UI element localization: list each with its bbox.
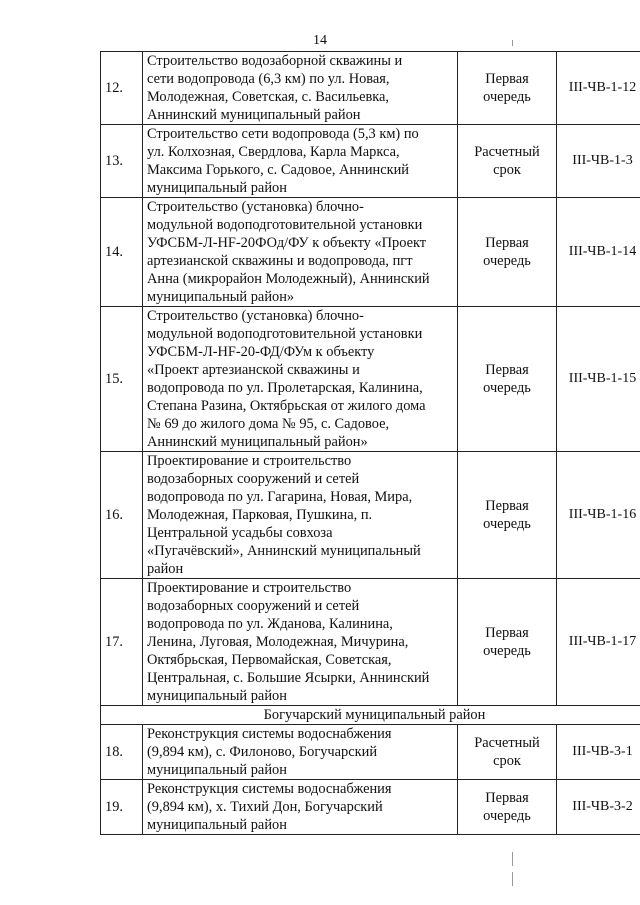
measure-name-line: модульной водоподготовительной установки — [147, 326, 423, 342]
implementation-term-line: очередь — [483, 643, 531, 659]
table-row — [101, 198, 640, 307]
implementation-term-line: срок — [493, 162, 521, 178]
measure-name-line: Строительство водозаборной скважины и — [147, 53, 403, 69]
measure-name-line: муниципальный район — [147, 817, 287, 833]
measure-code: III-ЧВ-1-12 — [557, 52, 640, 125]
implementation-term-line: очередь — [483, 89, 531, 105]
implementation-term-line: очередь — [483, 516, 531, 532]
measure-name — [143, 52, 458, 125]
implementation-term — [458, 198, 557, 307]
measure-code: III-ЧВ-1-16 — [557, 452, 640, 579]
table-row — [101, 125, 640, 198]
measures-table — [100, 51, 640, 835]
implementation-term — [458, 452, 557, 579]
row-number: 16. — [101, 452, 143, 579]
implementation-term-line: Первая — [485, 790, 529, 806]
measure-name-line: район — [147, 561, 184, 577]
measure-code: III-ЧВ-1-17 — [557, 579, 640, 706]
measure-name-line: Проектирование и строительство — [147, 453, 352, 469]
measure-name-line: ул. Колхозная, Свердлова, Карла Маркса, — [147, 144, 400, 160]
implementation-term-line: очередь — [483, 253, 531, 269]
implementation-term-line: Расчетный — [474, 144, 540, 160]
measure-name — [143, 725, 458, 780]
measure-name — [143, 198, 458, 307]
implementation-term-line: Первая — [485, 362, 529, 378]
measure-name-line: № 69 до жилого дома № 95, с. Садовое, — [147, 416, 390, 432]
measure-name-line: Реконструкция системы водоснабжения — [147, 726, 392, 742]
measure-name-line: Молодежная, Советская, с. Васильевка, — [147, 89, 390, 105]
margin-mark — [512, 40, 513, 46]
measure-name-line: водопровода по ул. Гагарина, Новая, Мира, — [147, 489, 413, 505]
table-row — [101, 52, 640, 125]
measure-name-line: УФСБМ-Л-HF-20ФОд/ФУ к объекту «Проект — [147, 235, 427, 251]
row-number: 15. — [101, 307, 143, 452]
measure-name-line: муниципальный район — [147, 688, 287, 704]
measure-name-line: водозаборных сооружений и сетей — [147, 598, 360, 614]
table-row — [101, 725, 640, 780]
measure-name — [143, 452, 458, 579]
measure-name-line: Проектирование и строительство — [147, 580, 352, 596]
measure-name-line: Строительство (установка) блочно- — [147, 199, 364, 215]
implementation-term-line: срок — [493, 753, 521, 769]
measure-name-line: «Пугачёвский», Аннинский муниципальный — [147, 543, 421, 559]
measure-name-line: муниципальный район» — [147, 289, 295, 305]
implementation-term — [458, 579, 557, 706]
measure-name-line: Максима Горького, с. Садовое, Аннинский — [147, 162, 410, 178]
implementation-term — [458, 725, 557, 780]
implementation-term — [458, 125, 557, 198]
page-number: 14 — [313, 33, 327, 48]
implementation-term-line: очередь — [483, 808, 531, 824]
measure-name-line: модульной водоподготовительной установки — [147, 217, 423, 233]
measure-name-line: (9,894 км), с. Филоново, Богучарский — [147, 744, 378, 760]
row-number: 18. — [101, 725, 143, 780]
implementation-term — [458, 780, 557, 835]
measure-code: III-ЧВ-1-14 — [557, 198, 640, 307]
measure-name-line: Степана Разина, Октябрьская от жилого дома — [147, 398, 426, 414]
measure-name-line: Центральной усадьбы совхоза — [147, 525, 333, 541]
measure-name-line: муниципальный район — [147, 762, 287, 778]
measure-name-line: Молодежная, Парковая, Пушкина, п. — [147, 507, 373, 523]
measure-name-line: «Проект артезианской скважины и — [147, 362, 360, 378]
table-row — [101, 780, 640, 835]
row-number: 19. — [101, 780, 143, 835]
measure-name-line: водопровода по ул. Жданова, Калинина, — [147, 616, 393, 632]
row-number: 17. — [101, 579, 143, 706]
measure-name-line: Строительство сети водопровода (5,3 км) по — [147, 126, 419, 142]
measure-name-line: артезианской скважины и водопровода, пгт — [147, 253, 413, 269]
implementation-term — [458, 52, 557, 125]
measure-name-line: (9,894 км), х. Тихий Дон, Богучарский — [147, 799, 383, 815]
measure-name-line: Аннинский муниципальный район — [147, 107, 361, 123]
implementation-term-line: очередь — [483, 380, 531, 396]
measure-name — [143, 780, 458, 835]
table-row — [101, 579, 640, 706]
measure-name-line: муниципальный район — [147, 180, 287, 196]
measure-code: III-ЧВ-1-3 — [557, 125, 640, 198]
measure-name-line: Реконструкция системы водоснабжения — [147, 781, 392, 797]
measure-name-line: Аннинский муниципальный район» — [147, 434, 368, 450]
implementation-term-line: Первая — [485, 625, 529, 641]
measure-name-line: Анна (микрорайон Молодежный), Аннинский — [147, 271, 430, 287]
table-body — [101, 52, 640, 835]
row-number: 13. — [101, 125, 143, 198]
implementation-term — [458, 307, 557, 452]
measure-name — [143, 125, 458, 198]
implementation-term-line: Расчетный — [474, 735, 540, 751]
section-row — [101, 706, 640, 725]
table-row — [101, 452, 640, 579]
measure-name-line: сети водопровода (6,3 км) по ул. Новая, — [147, 71, 390, 87]
implementation-term-line: Первая — [485, 71, 529, 87]
measure-name-line: Октябрьская, Первомайская, Советская, — [147, 652, 392, 668]
margin-mark — [512, 852, 513, 866]
measure-code: III-ЧВ-3-2 — [557, 780, 640, 835]
section-title: Богучарский муниципальный район — [101, 706, 640, 725]
measure-name-line: Ленина, Луговая, Молодежная, Мичурина, — [147, 634, 409, 650]
measure-name — [143, 579, 458, 706]
margin-mark — [512, 872, 513, 886]
implementation-term-line: Первая — [485, 498, 529, 514]
measure-name-line: УФСБМ-Л-HF-20-ФД/ФУм к объекту — [147, 344, 375, 360]
row-number: 12. — [101, 52, 143, 125]
row-number: 14. — [101, 198, 143, 307]
measure-name-line: водопровода по ул. Пролетарская, Калинина, — [147, 380, 423, 396]
measure-name-line: Центральная, с. Большие Ясырки, Аннинский — [147, 670, 430, 686]
table-row — [101, 307, 640, 452]
measure-code: III-ЧВ-1-15 — [557, 307, 640, 452]
measure-name-line: водозаборных сооружений и сетей — [147, 471, 360, 487]
measure-name-line: Строительство (установка) блочно- — [147, 308, 364, 324]
measure-code: III-ЧВ-3-1 — [557, 725, 640, 780]
measure-name — [143, 307, 458, 452]
implementation-term-line: Первая — [485, 235, 529, 251]
